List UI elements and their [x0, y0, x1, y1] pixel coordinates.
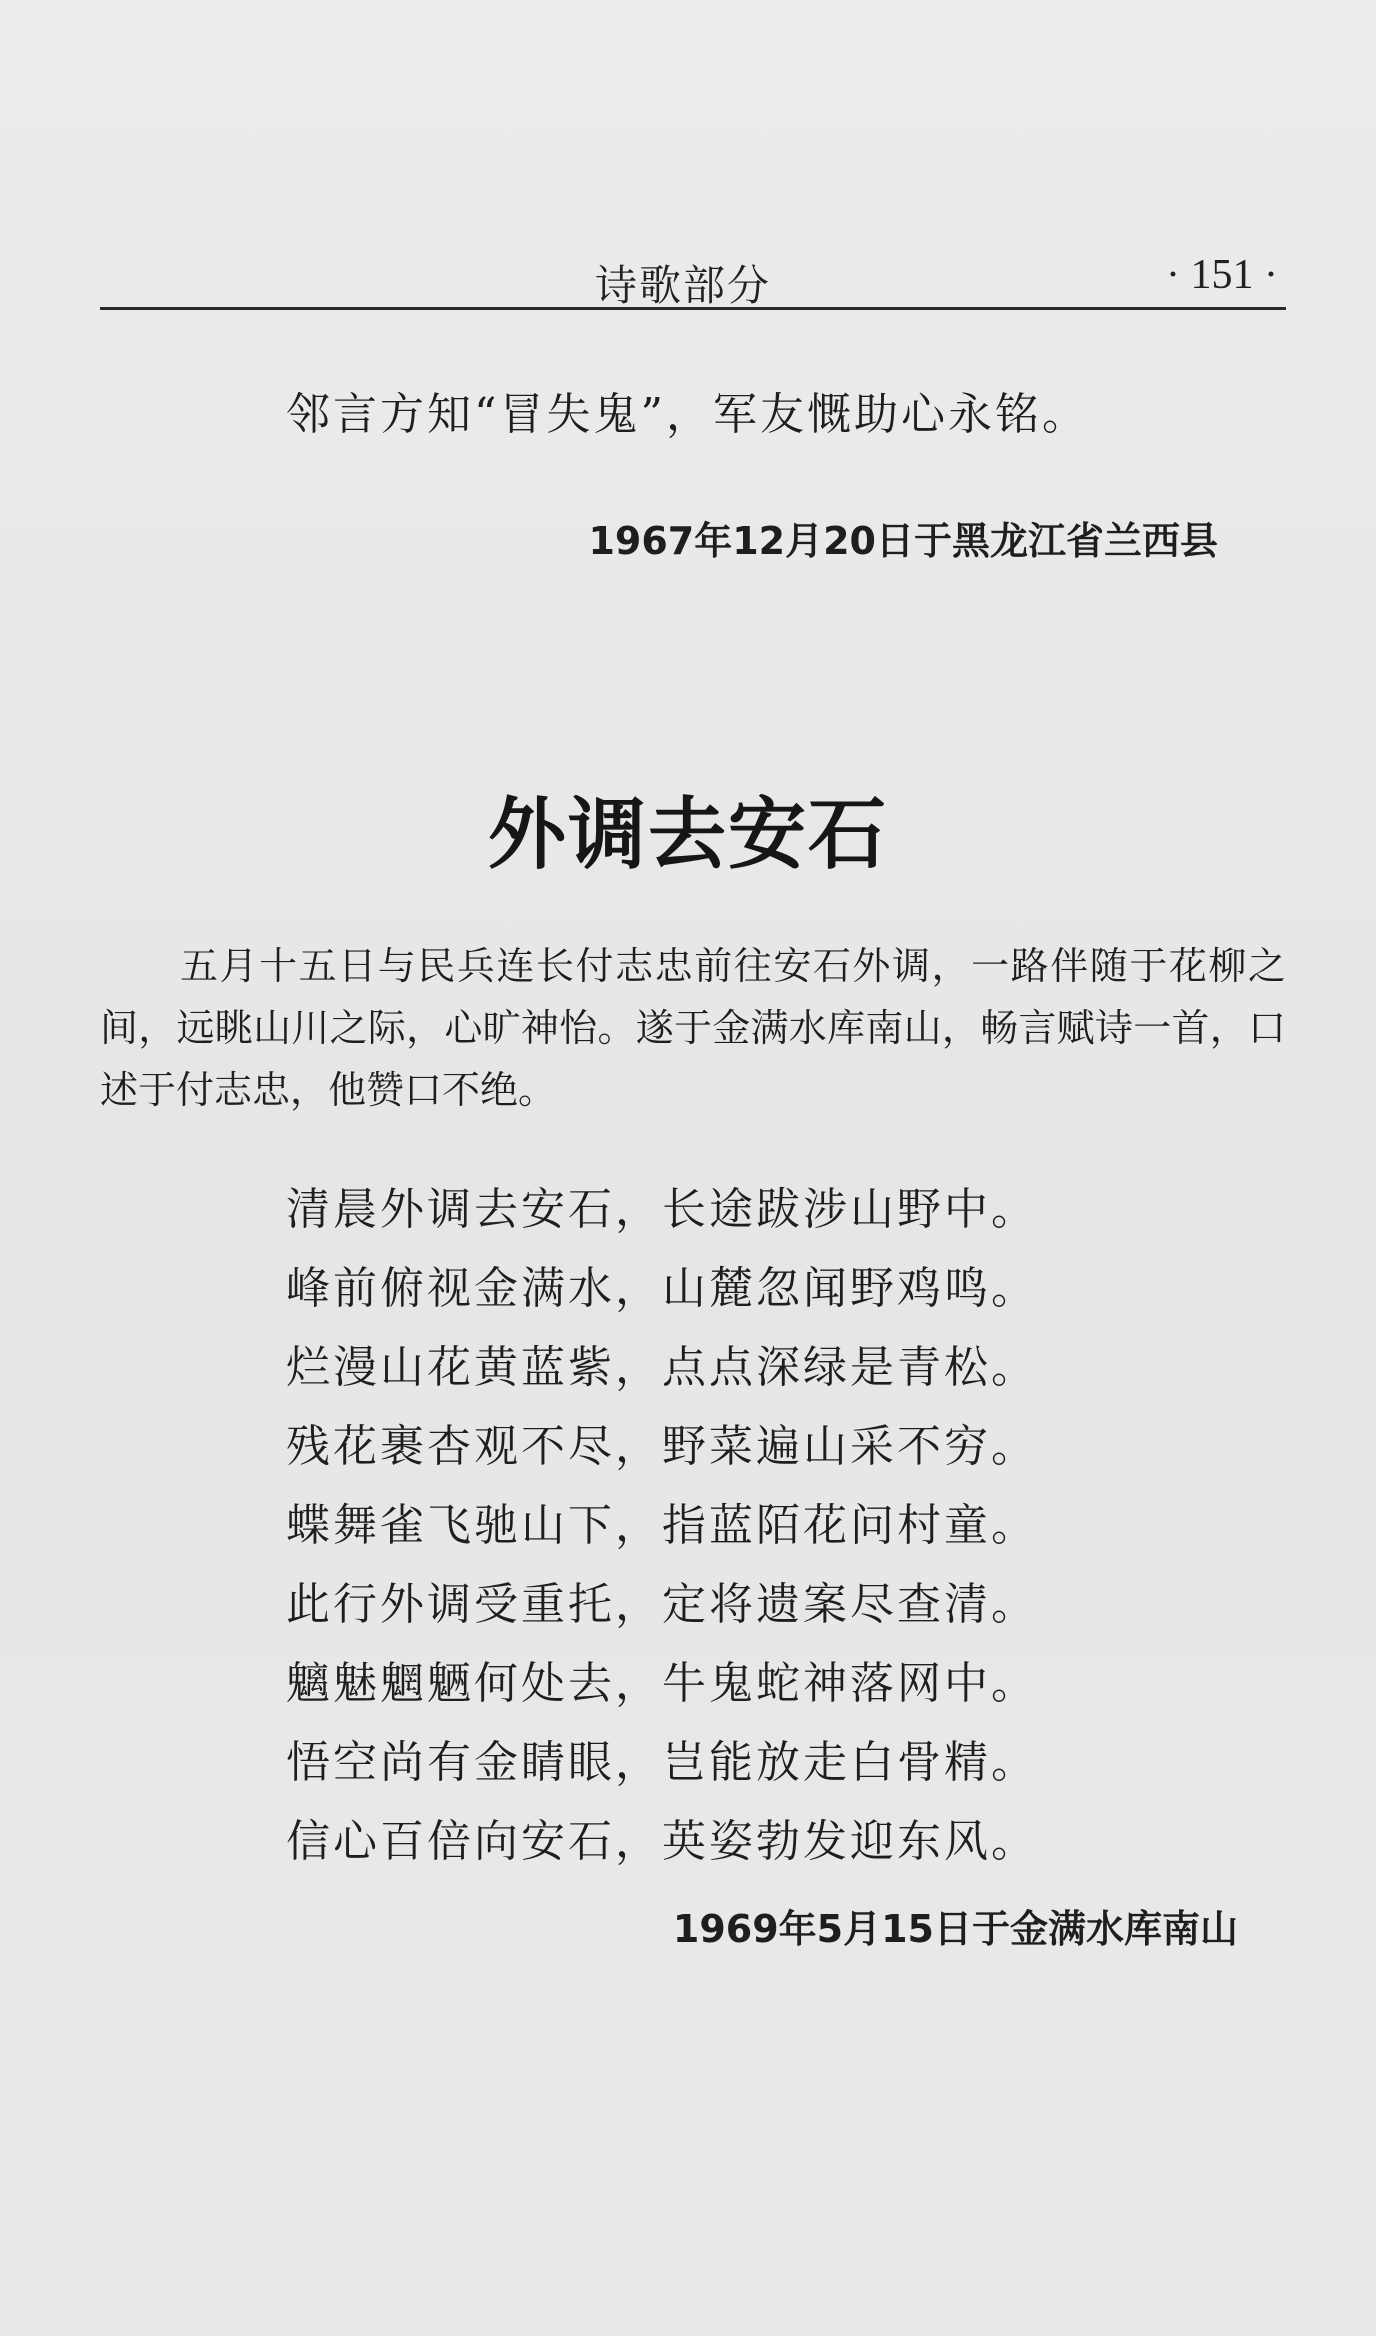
- previous-poem-date: 1967年12月20日于黑龙江省兰西县: [588, 519, 1218, 563]
- poem-line: 峰前俯视金满水，山麓忽闻野鸡鸣。: [286, 1263, 1038, 1314]
- page-number: · 151 ·: [1166, 252, 1278, 298]
- poem-body: [286, 1170, 1038, 1881]
- poem-line: 清晨外调去安石，长途跋涉山野中。: [286, 1184, 1038, 1235]
- previous-poem-last-line: 邻言方知“冒失鬼”，军友慨助心永铭。: [286, 389, 1089, 440]
- poem-line: 烂漫山花黄蓝紫，点点深绿是青松。: [286, 1342, 1038, 1393]
- running-header: [100, 245, 1286, 310]
- poem-line: 此行外调受重托，定将遗案尽查清。: [286, 1579, 1038, 1630]
- poem-line: 悟空尚有金睛眼，岂能放走白骨精。: [286, 1737, 1038, 1788]
- poem-preface: 五月十五日与民兵连长付志忠前往安石外调，一路伴随于花柳之间，远眺山川之际，心旷神怡。遂于金满水库南山，畅言赋诗一首，口述于付志忠，他赞口不绝。: [100, 944, 1286, 1112]
- poem-date: 1969年5月15日于金满水库南山: [672, 1907, 1238, 1951]
- poem-line: 蝶舞雀飞驰山下，指蓝陌花问村童。: [286, 1500, 1038, 1551]
- section-name: 诗歌部分: [595, 261, 772, 310]
- poem-line: 残花裹杏观不尽，野菜遍山采不穷。: [286, 1421, 1038, 1472]
- poem-line: 魑魅魍魉何处去，牛鬼蛇神落网中。: [286, 1658, 1038, 1709]
- poem-line: 信心百倍向安石，英姿勃发迎东风。: [286, 1816, 1038, 1867]
- poem-title: 外调去安石: [487, 789, 888, 880]
